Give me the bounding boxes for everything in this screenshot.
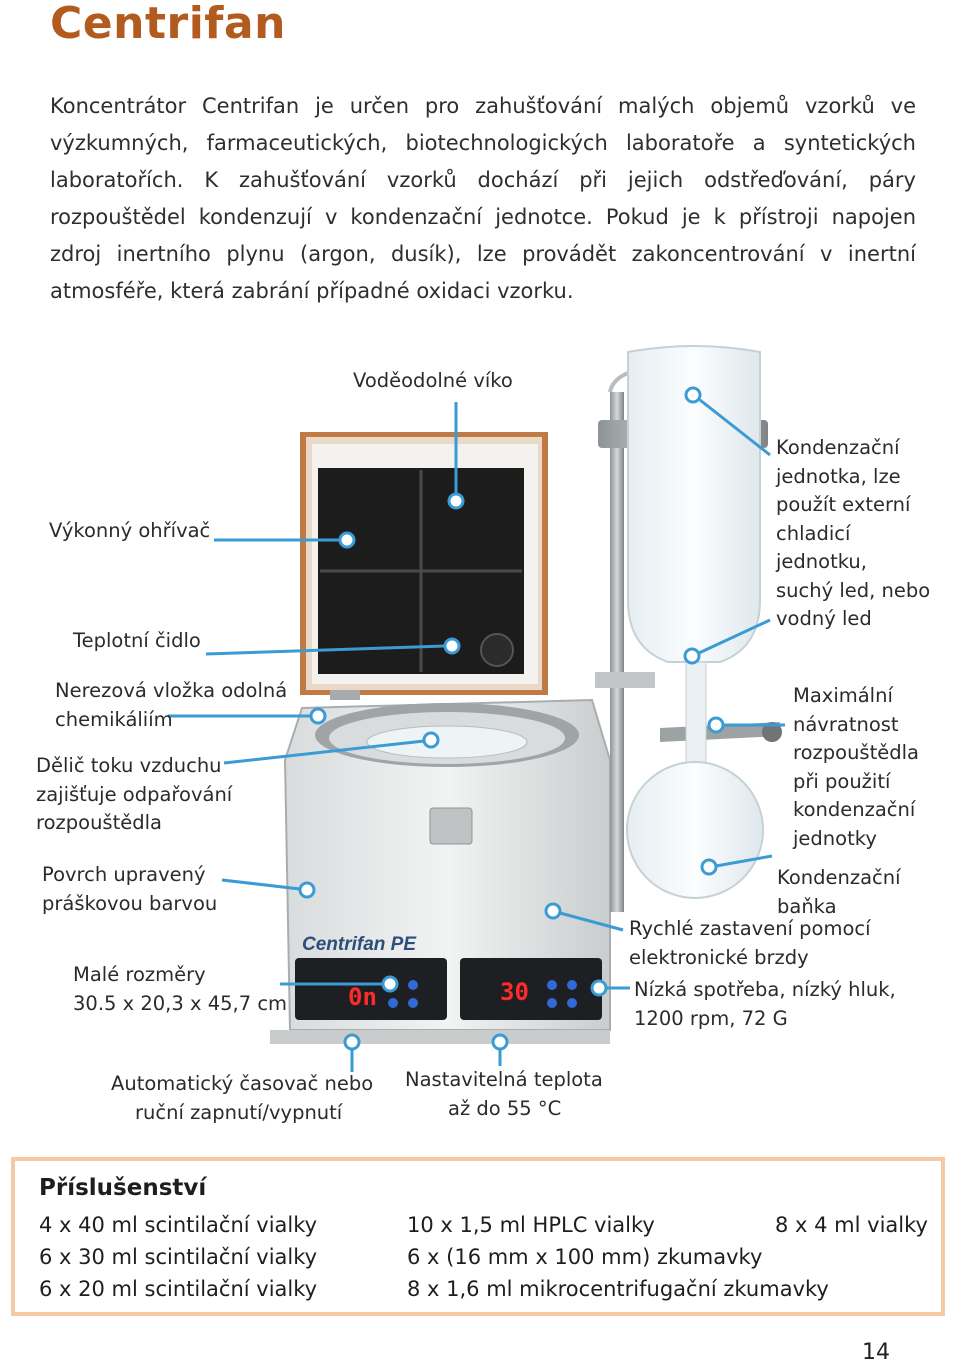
device-brand: Centrifan PE xyxy=(302,934,417,955)
accessory-item: 8 x 1,6 ml mikrocentrifugační zkumavky xyxy=(407,1277,829,1301)
label-dimensions: Malé rozměry 30.5 x 20,3 x 45,7 cm xyxy=(73,963,288,1015)
label-timer: Automatický časovač nebo ruční zapnutí/vypnutí xyxy=(111,1072,374,1124)
accessories-title: Příslušenství xyxy=(39,1175,207,1201)
label-temperature: Nastavitelná teplota až do 55 °C xyxy=(405,1068,603,1120)
accessories-box xyxy=(11,1157,945,1316)
condenser-glass xyxy=(627,346,763,898)
label-recovery: Maximální návratnost rozpouštědla při použití kondenzační jednotky xyxy=(793,684,919,850)
intro-paragraph: Koncentrátor Centrifan je určen pro zahušťování malých objemů vzorků ve výzkumných, farmaceutických, biotechnologických laboratoře a syntetických laboratořích. K zahušťování vzorků dochází při jejich odstřeďování, páry rozpouštědel kondenzují v kondenzační jednotce. Pokud je k přístroji napojen zdroj inertního plynu (argon, dusík), lze provádět zakoncentrování v inertní atmosféře, která zabrání případné oxidaci vzorku. xyxy=(50,94,916,303)
page-number: 14 xyxy=(862,1340,890,1365)
label-insert: Nerezová vložka odolná chemikáliím xyxy=(55,679,288,731)
label-condenser: Kondenzační jednotka, lze použít externí chladicí jednotku, suchý led, nebo vodný led xyxy=(776,436,931,630)
label-heater: Výkonný ohřívač xyxy=(49,519,211,542)
accessory-item: 6 x (16 mm x 100 mm) zkumavky xyxy=(407,1245,763,1269)
label-lid: Voděodolné víko xyxy=(353,369,513,392)
accessory-item: 10 x 1,5 ml HPLC vialky xyxy=(407,1213,655,1237)
accessory-item: 6 x 20 ml scintilační vialky xyxy=(39,1277,318,1301)
label-flask: Kondenzační baňka xyxy=(777,866,901,918)
accessory-item: 8 x 4 ml vialky xyxy=(775,1213,928,1237)
page-title: Centrifan xyxy=(50,0,286,49)
display-right: 30 xyxy=(500,978,529,1006)
device-body xyxy=(270,690,610,1044)
label-splitter: Dělič toku vzduchu zajišťuje odpařování rozpouštědla xyxy=(36,754,233,834)
accessory-item: 4 x 40 ml scintilační vialky xyxy=(39,1213,318,1237)
display-left: 0n xyxy=(348,983,377,1011)
label-sensor: Teplotní čidlo xyxy=(73,629,201,652)
label-surface: Povrch upravený práškovou barvou xyxy=(42,863,218,915)
lid xyxy=(300,432,548,695)
label-brake: Rychlé zastavení pomocí elektronické brzdy xyxy=(629,917,871,969)
label-power: Nízká spotřeba, nízký hluk, 1200 rpm, 72 G xyxy=(634,978,896,1030)
accessory-item: 6 x 30 ml scintilační vialky xyxy=(39,1245,318,1269)
